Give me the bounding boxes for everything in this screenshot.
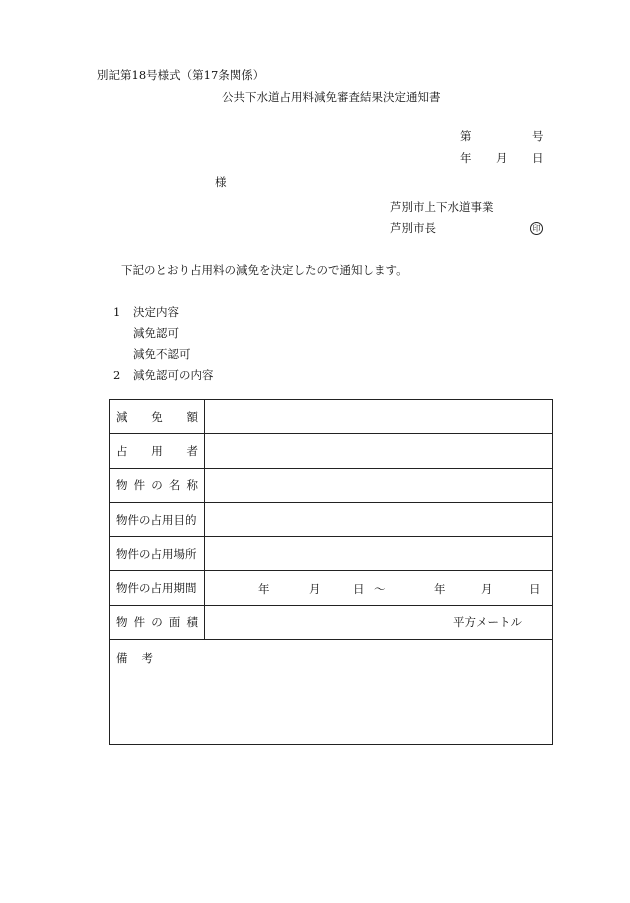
table-row [110,502,553,536]
table-row [110,537,553,571]
label-occupancy-purpose: 物件の占用目的 [110,502,205,536]
item1-title: 決定内容 [133,305,179,319]
number-prefix: 第 [460,129,472,143]
label-reduction-amount: 減 免 額 [110,400,205,434]
seal-mark [530,222,543,235]
label-occupant: 占 用 者 [110,434,205,468]
value-item-name[interactable] [205,468,553,502]
body-text: 下記のとおり占用料の減免を決定したので通知します。 [121,263,408,277]
option-reject: 減免不認可 [133,347,191,361]
addressee-suffix: 様 [215,175,227,189]
seal-icon: 印 [530,222,543,235]
option-approve: 減免認可 [133,326,179,340]
table-row [110,400,553,434]
issuer-title: 芦別市長 [390,221,436,235]
value-occupancy-location[interactable] [205,537,553,571]
date-day: 日 [532,151,544,165]
area-unit: 平方メートル [453,615,522,630]
date-month: 月 [496,151,508,165]
remarks-cell[interactable] [110,640,553,745]
table-row [110,434,553,468]
document-title: 公共下水道占用料減免審査結果決定通知書 [222,90,441,104]
issuer-organization: 芦別市上下水道事業 [390,200,494,214]
number-suffix: 号 [532,129,544,143]
value-occupancy-purpose[interactable] [205,502,553,536]
label-occupancy-location: 物件の占用場所 [110,537,205,571]
table-row [110,571,553,605]
label-item-name: 物 件 の 名 称 [110,468,205,502]
value-area[interactable] [205,605,553,639]
form-number: 別記第18号様式（第17条関係） [97,68,265,82]
value-occupant[interactable] [205,434,553,468]
remarks-label: 備 考 [116,651,153,666]
table-row [110,605,553,639]
label-occupancy-period: 物件の占用期間 [110,571,205,605]
label-area: 物 件 の 面 積 [110,605,205,639]
reduction-details-table [109,399,553,745]
table-row [110,640,553,745]
table-row [110,468,553,502]
value-occupancy-period[interactable]: 年 月 日 ～ 年 月 日 [205,571,553,605]
value-reduction-amount[interactable] [205,400,553,434]
item2-number: 2 [113,368,121,382]
item2-title: 減免認可の内容 [133,368,214,382]
date-year: 年 [460,151,472,165]
item1-number: 1 [113,305,121,319]
